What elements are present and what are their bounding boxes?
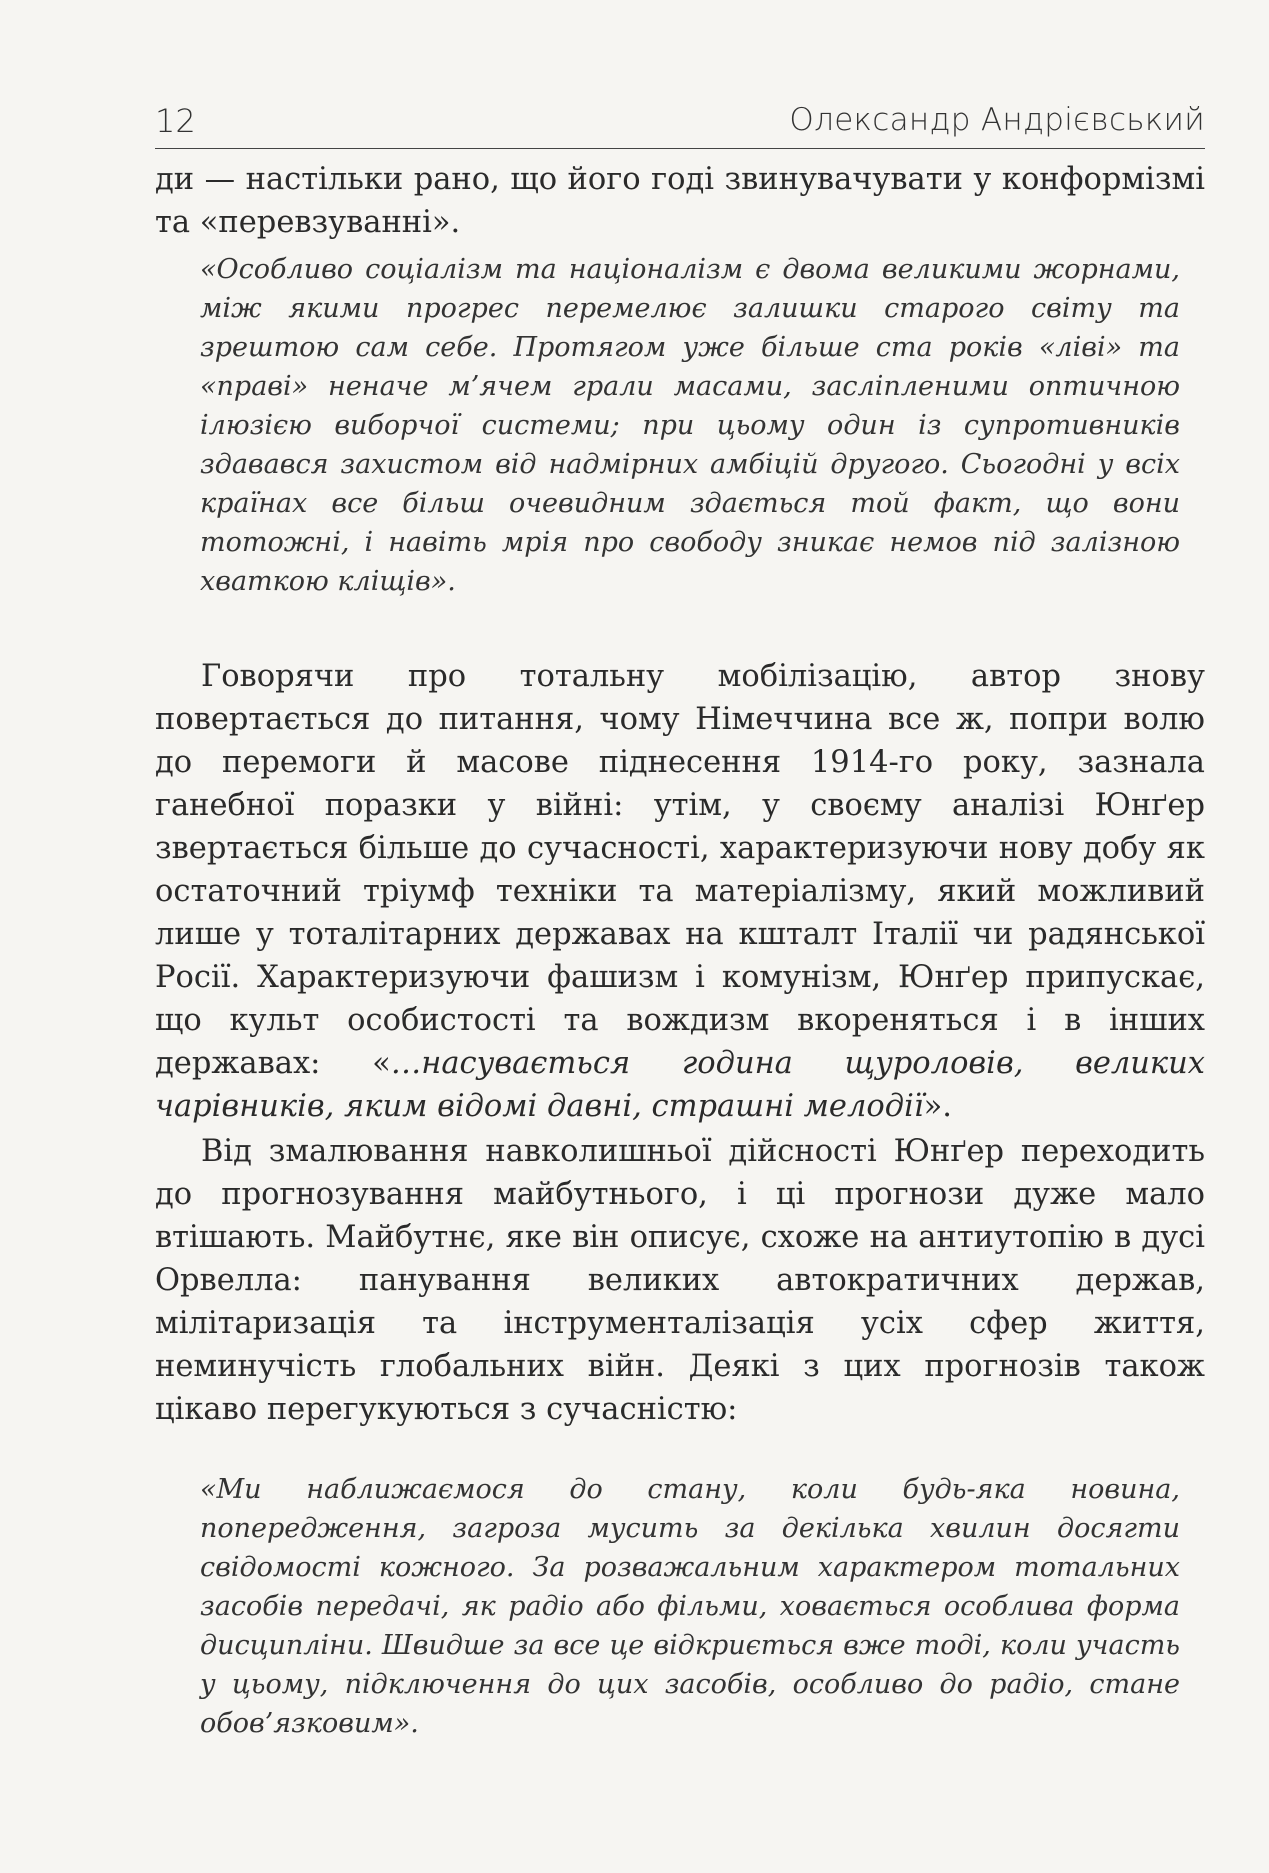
block-quote-1-text: «Особливо соціалізм та націоналізм є двома великими жорнами, між якими прогрес перемелює залишки старого світу та зрештою сам себе. Протягом уже більше ста років «ліві» та «праві» неначе м’ячем грали масами, засліпленими оптичною ілюзією виборчої системи; при цьому один із супротивників здавався захистом від надмірних амбіцій другого. Сьогодні у всіх країнах все більш очевидним здається той факт, що вони тотожні, і навіть мрія про свободу зникає немов під залізною хваткою кліщів».	[200, 254, 1180, 597]
paragraph-2-body: Говорячи про тотальну мобілізацію, автор знову повертається до питання, чому Німеччина все ж, попри волю до перемоги й масове піднесення 1914-го року, зазнала ганебної поразки у війні: утім, у своєму аналізі Юнґер звертається більше до сучасності, характеризуючи нову добу як остаточний тріумф техніки та матеріалізму, який можливий лише у тоталітарних державах на кшталт Італії чи радянської Росії. Характеризуючи фашизм і комунізм, Юнґер припускає, що культ особистості та вождизм вкореняться і в інших державах: «	[155, 659, 1205, 1081]
block-quote-1	[200, 250, 1180, 601]
paragraph-continuation	[155, 158, 1205, 244]
paragraph-2	[155, 655, 1205, 1128]
paragraph-3	[155, 1130, 1205, 1431]
page-number: 12	[155, 102, 196, 140]
paragraph-2-text	[155, 655, 1205, 1128]
paragraph-3-text: Від змалювання навколишньої дійсності Юнґер переходить до прогнозування майбутнього, і ці прогнози дуже мало втішають. Майбутнє, яке він описує, схоже на антиутопію в дусі Орвелла: панування великих автократичних держав, мілітаризація та інструменталізація усіх сфер життя, неминучість глобальних війн. Деякі з цих прогнозів також цікаво перегукуються з сучасністю:	[155, 1134, 1205, 1427]
page-header	[155, 100, 1205, 149]
running-head-author: Олександр Андрієвський	[789, 102, 1205, 138]
block-quote-2	[200, 1470, 1180, 1743]
paragraph-continuation-text: ди — настільки рано, що його годі звинувачувати у конформізмі та «перевзуванні».	[155, 162, 1205, 240]
paragraph-2-end: ».	[923, 1089, 952, 1124]
block-quote-2-text: «Ми наближаємося до стану, коли будь-яка новина, попередження, загроза мусить за декілька хвилин досягти свідомості кожного. За розважальним характером тотальних засобів передачі, як радіо або фільми, ховається особлива форма дисципліни. Швидше за все це відкриється вже тоді, коли участь у цьому, підключення до цих засобів, особливо до радіо, стане обов’язковим».	[200, 1474, 1180, 1739]
paragraph-2-inline-quote: …насувається година щуроловів, великих чарівників, яким відомі давні, страшні мелодії	[155, 1046, 1205, 1124]
